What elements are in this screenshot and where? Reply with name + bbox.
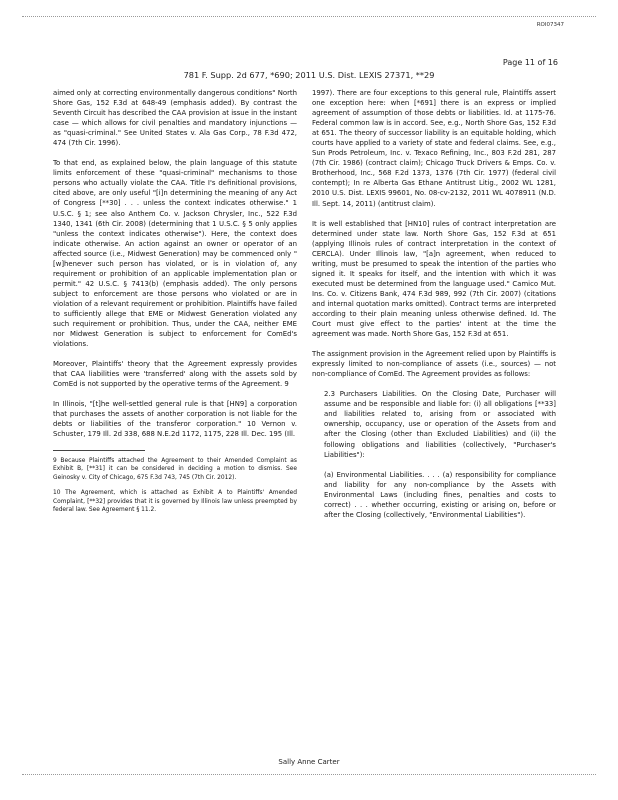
bates-number: ROI07347 <box>536 22 564 28</box>
paragraph: Moreover, Plaintiffs' theory that the Agreement expressly provides that CAA liabilities were 'transferred' along with the assets sold by ComEd is not supported by the operative terms of the Agreement. 9 <box>53 360 297 389</box>
footer-name: Sally Anne Carter <box>278 758 340 766</box>
right-text-column <box>312 88 556 526</box>
footnote-10: 10 The Agreement, which is attached as Exhibit A to Plaintiffs' Amended Complaint, [**32] provides that it is governed by Illinois law unless preempted by federal law. See Agreement § 11.2. <box>53 489 297 514</box>
case-citation: 781 F. Supp. 2d 677, *690; 2011 U.S. Dist. LEXIS 27371, **29 <box>183 70 435 80</box>
footnote-divider <box>53 450 145 451</box>
paragraph: 1997). There are four exceptions to this general rule, Plaintiffs assert one exception here: when [*691] there is an express or implied agreement of assumption of those debts or liabilities. Id. at 1175-76. Federal common law is in accord. See, e.g., North Shore Gas, 152 F.3d at 651. The theory of successor liability is an equitable holding, which courts have applied to a variety of state and federal claims. See, e.g., Sun Prods Petroleum, Inc. v. Texaco Refining, Inc., 803 F.2d 281, 287 (7th Cir. 1986) (contract claim); Chicago Truck Drivers & Emps. Co. v. Brotherhood, Inc., 568 F.2d 1373, 1376 (7th Cir. 1977) (federal civil contempt); In re Alberta Gas Ethane Antitrust Litig., 2002 WL 1281, 2010 U.S. Dist. LEXIS 99601, No. 08-cv-2132, 2011 WL 4078911 (N.D. Ill. Sept. 14, 2011) (antitrust claim). <box>312 89 556 208</box>
page-number: Page 11 of 16 <box>502 58 558 67</box>
top-dotted-rule <box>22 16 596 17</box>
paragraph: aimed only at correcting environmentally dangerous conditions" North Shore Gas, 152 F.3d at 648-49 (emphasis added). By contrast the Seventh Circuit has described the CAA provision at issue in the instant case — which allows for civil penalties and mandatory injunctions — as "quasi-criminal." See United States v. Ala Gas Corp., 78 F.3d 472, 474 (7th Cir. 1996). <box>53 89 297 148</box>
paragraph: To that end, as explained below, the plain language of this statute limits enforcement of these "quasi-criminal" mechanisms to those persons who actually violate the CAA. Title I's definitional provisions, cited above, are only useful "[i]n determining the meaning of any Act of Congress [**30] . . . unless the context indicates otherwise." 1 U.S.C. § 1; see also Anthem Co. v. Jackson Chrysler, Inc., 522 F.3d 1340, 1341 (6th Cir. 2008) (determining that 1 U.S.C. § 5 only applies "unless the context indicates otherwise"). Here, the context does indicate otherwise. An action against an owner or operator of an affected source (i.e., Midwest Generation) may be commenced only "[w]henever such person has violated, or is in violation of, any requirement or prohibition of an applicable implementation plan or permit." 42 U.S.C. § 7413(b) (emphasis added). The only persons subject to enforcement are those persons who violated or are in violation of a relevant requirement or prohibition. Plaintiffs have failed to sufficiently allege that EME or Midwest Generation violated any such requirement or prohibition. Thus, under the CAA, neither EME nor Midwest Generation is subject to enforcement for ComEd's violations. <box>53 159 297 349</box>
paragraph: It is well established that [HN10] rules of contract interpretation are determined under state law. North Shore Gas, 152 F.3d at 651 (applying Illinois rules of contract interpretation in the context of CERCLA). Under Illinois law, "[a]n agreement, when reduced to writing, must be presumed to speak the intention of the parties who signed it. It speaks for itself, and the intention with which it was executed must be determined from the language used." Camico Mut. Ins. Co. v. Citizens Bank, 474 F.3d 989, 992 (7th Cir. 2007) (citations and internal quotation marks omitted). Contract terms are interpreted according to their plain meaning unless otherwise defined. Id. The Court must give effect to the parties' intent at the time the agreement was made. North Shore Gas, 152 F.3d at 651. <box>312 219 556 339</box>
bottom-dotted-rule <box>22 774 596 775</box>
block-quote: (a) Environmental Liabilities. . . . (a) responsibility for compliance and liability for any non-compliance by the Assets with Environmental Laws (including fines, penalties and costs to correct) . . . whether occurring, existing or arising on, before or after the Closing (collectively, "Environmental Liabilities"). <box>324 470 556 519</box>
block-quote: 2.3 Purchasers Liabilities. On the Closing Date, Purchaser will assume and be responsible and liable for: (i) all obligations [**33] and liabilities related to, arising from or associated with ownership, occupancy, use or operation of the Assets from and after the Closing (other than Excluded Liabilities) and (ii) the following obligations and liabilities (collectively, "Purchaser's Liabilities"): <box>324 390 556 459</box>
footnote-9: 9 Because Plaintiffs attached the Agreement to their Amended Complaint as Exhibit B, [**31] it can be considered in deciding a motion to dismiss. See Geinosky v. City of Chicago, 675 F.3d 743, 745 (7th Cir. 2012). <box>53 457 297 482</box>
paragraph: In Illinois, "[t]he well-settled general rule is that [HN9] a corporation that purchases the assets of another corporation is not liable for the debts or liabilities of the transferor corporation." 10 Vernon v. Schuster, 179 Ill. 2d 338, 688 N.E.2d 1172, 1175, 228 Ill. Dec. 195 (Ill. <box>53 400 297 439</box>
left-text-column <box>53 88 297 521</box>
paragraph: The assignment provision in the Agreement relied upon by Plaintiffs is expressly limited to non-compliance of assets (i.e., sources) — not non-compliance of ComEd. The Agreement provides as follows: <box>312 350 556 379</box>
